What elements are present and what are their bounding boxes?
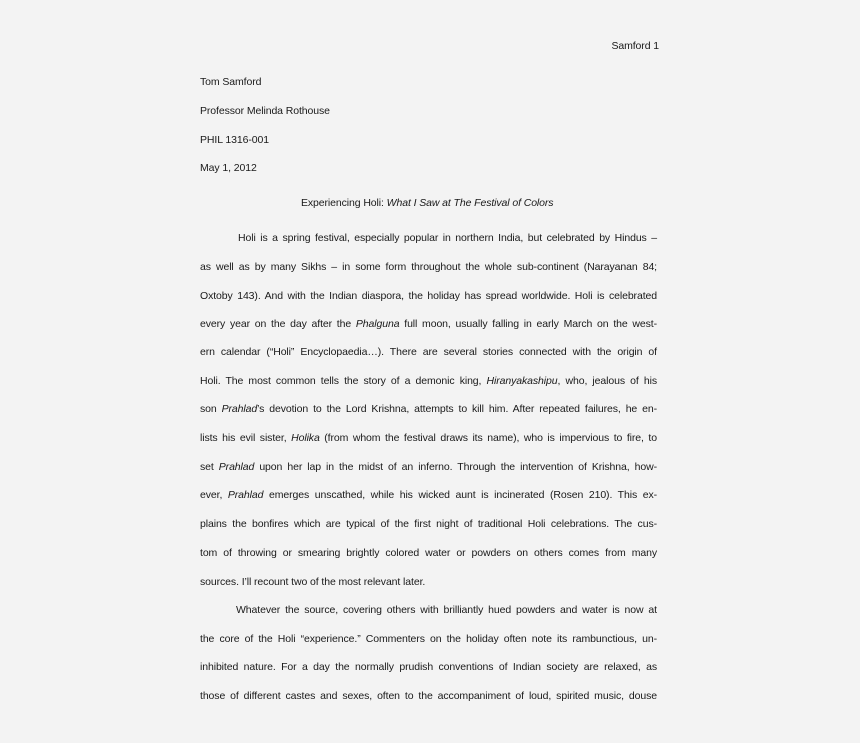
professor-name: Professor Melinda Rothouse [200,105,330,117]
title-plain: Experiencing Holi: [301,197,387,209]
line-italic: Hiranyakashipu [486,375,558,387]
line-text: son [200,403,222,415]
line-text: full moon, usually falling in early March on the west- [399,318,657,330]
line-text: set [200,461,219,473]
line-text: lists his evil sister, [200,432,292,444]
line-italic: Holika [291,432,320,444]
line-text: ’s devotion to the Lord Krishna, attempts to kill him. After repeated failures, he en- [257,403,657,415]
body-line: as well as by many Sikhs – in some form throughout the whole sub-continent (Narayanan 84; [200,261,657,273]
title-italic: What I Saw at The Festival of Colors [386,197,554,209]
line-italic: Prahlad [218,461,255,473]
body-line: ern calendar (“Holi” Encyclopaedia…). There are several stories connected with the origin of [200,346,657,358]
line-text: , who, jealous of his [557,375,657,387]
line-italic: Prahlad [221,403,258,415]
line-text: Holi. The most common tells the story of a demonic king, [200,375,487,387]
line-text: every year on the day after the [200,318,356,330]
body-line: those of different castes and sexes, often to the accompaniment of loud, spirited music, douse [200,690,657,702]
course-code: PHIL 1316-001 [200,134,269,146]
line-italic: Prahlad [227,489,264,501]
paper-date: May 1, 2012 [200,162,257,174]
author-name: Tom Samford [200,76,262,88]
line-text: upon her lap in the midst of an inferno. Through the intervention of Krishna, how- [254,461,657,473]
body-line: tom of throwing or smearing brightly colored water or powders on others comes from many [200,547,657,559]
line-text: (from whom the festival draws its name), who is impervious to fire, to [319,432,657,444]
body-line: the core of the Holi “experience.” Commenters on the holiday often note its rambunctious, un- [200,633,657,645]
body-line: Oxtoby 143). And with the Indian diaspora, the holiday has spread worldwide. Holi is celebrated [200,290,657,302]
body-line [200,461,657,473]
running-head: Samford 1 [611,40,659,52]
body-line: inhibited nature. For a day the normally prudish conventions of Indian society are relaxed, as [200,661,657,673]
body-line [200,318,657,330]
paper-title [301,197,553,209]
line-text: emerges unscathed, while his wicked aunt is incinerated (Rosen 210). This ex- [263,489,657,501]
body-line: Whatever the source, covering others with brilliantly hued powders and water is now at [236,604,657,616]
body-line [200,375,657,387]
body-line: Holi is a spring festival, especially popular in northern India, but celebrated by Hindus – [238,232,657,244]
line-text: ever, [200,489,228,501]
body-line [200,489,657,501]
body-line: plains the bonfires which are typical of the first night of traditional Holi celebrations. The cus- [200,518,657,530]
line-italic: Phalguna [355,318,400,330]
body-line: sources. I’ll recount two of the most relevant later. [200,576,426,588]
body-line [200,403,657,415]
body-line [200,432,657,444]
